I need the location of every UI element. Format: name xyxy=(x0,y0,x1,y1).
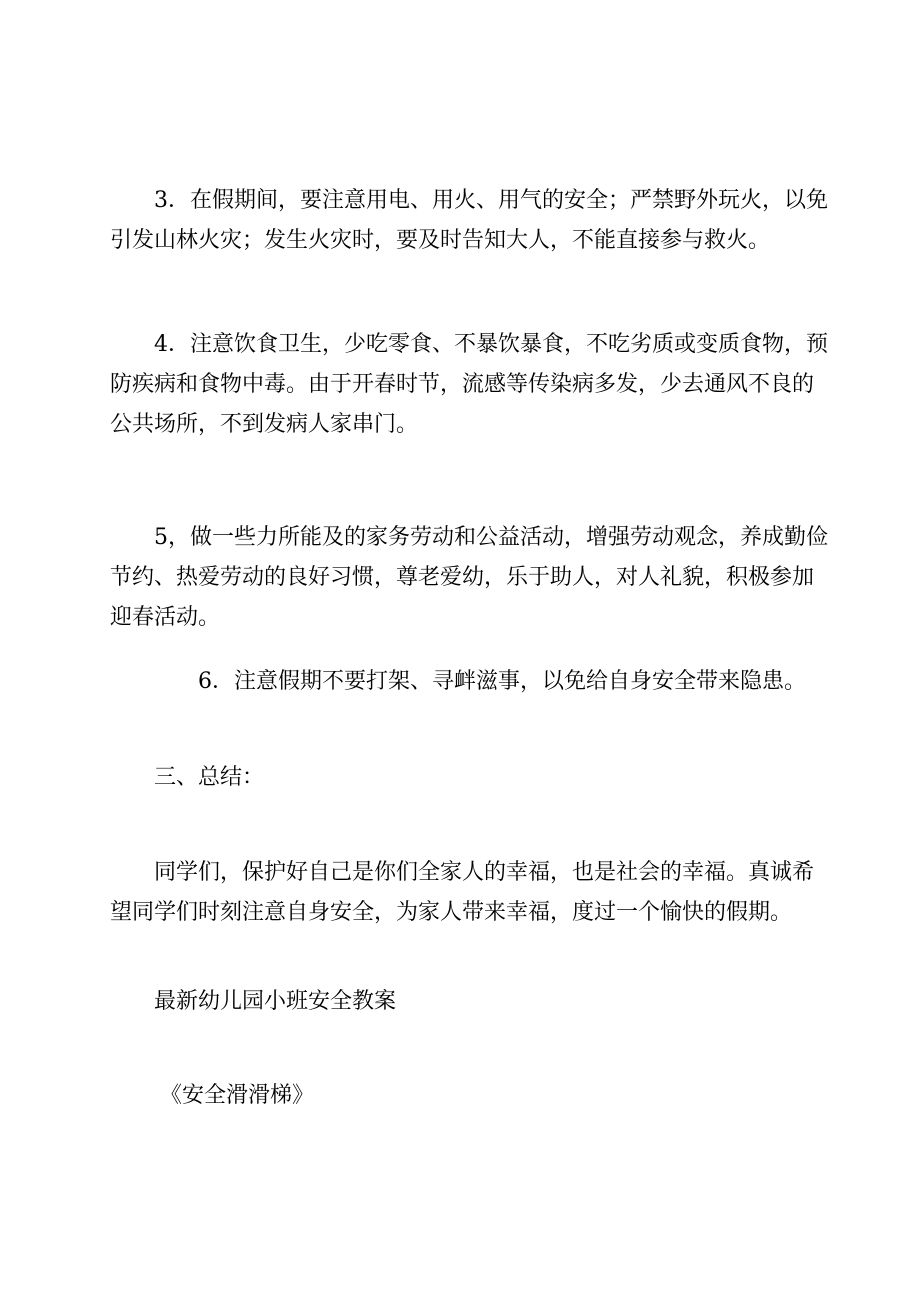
paragraph-item-5: 5，做一些力所能及的家务劳动和公益活动，增强劳动观念，养成勤俭节约、热爱劳动的良好习惯，尊老爱幼，乐于助人，对人礼貌，积极参加迎春活动。 xyxy=(110,525,828,630)
next-document-title: 最新幼儿园小班安全教案 xyxy=(154,989,397,1014)
section-heading: 三、总结： xyxy=(154,765,265,790)
paragraph-item-3: 3．在假期间，要注意用电、用火、用气的安全；严禁野外玩火，以免引发山林火灾；发生火灾时，要及时告知大人，不能直接参与救火。 xyxy=(110,188,828,253)
next-document-subtitle: 《安全滑滑梯》 xyxy=(160,1083,315,1108)
paragraph-item-4: 4．注意饮食卫生，少吃零食、不暴饮暴食，不吃劣质或变质食物，预防疾病和食物中毒。由于开春时节，流感等传染病多发，少去通风不良的公共场所，不到发病人家串门。 xyxy=(110,332,828,437)
paragraph-item-6 xyxy=(110,662,830,702)
item-6-text: ．注意假期不要打架、寻衅滋事，以免给自身安全带来隐患。 xyxy=(212,669,807,694)
summary-paragraph: 同学们，保护好自己是你们全家人的幸福，也是社会的幸福。真诚希望同学们时刻注意自身安全，为家人带来幸福，度过一个愉快的假期。 xyxy=(110,860,815,925)
item-6-number: 6 xyxy=(198,669,212,694)
